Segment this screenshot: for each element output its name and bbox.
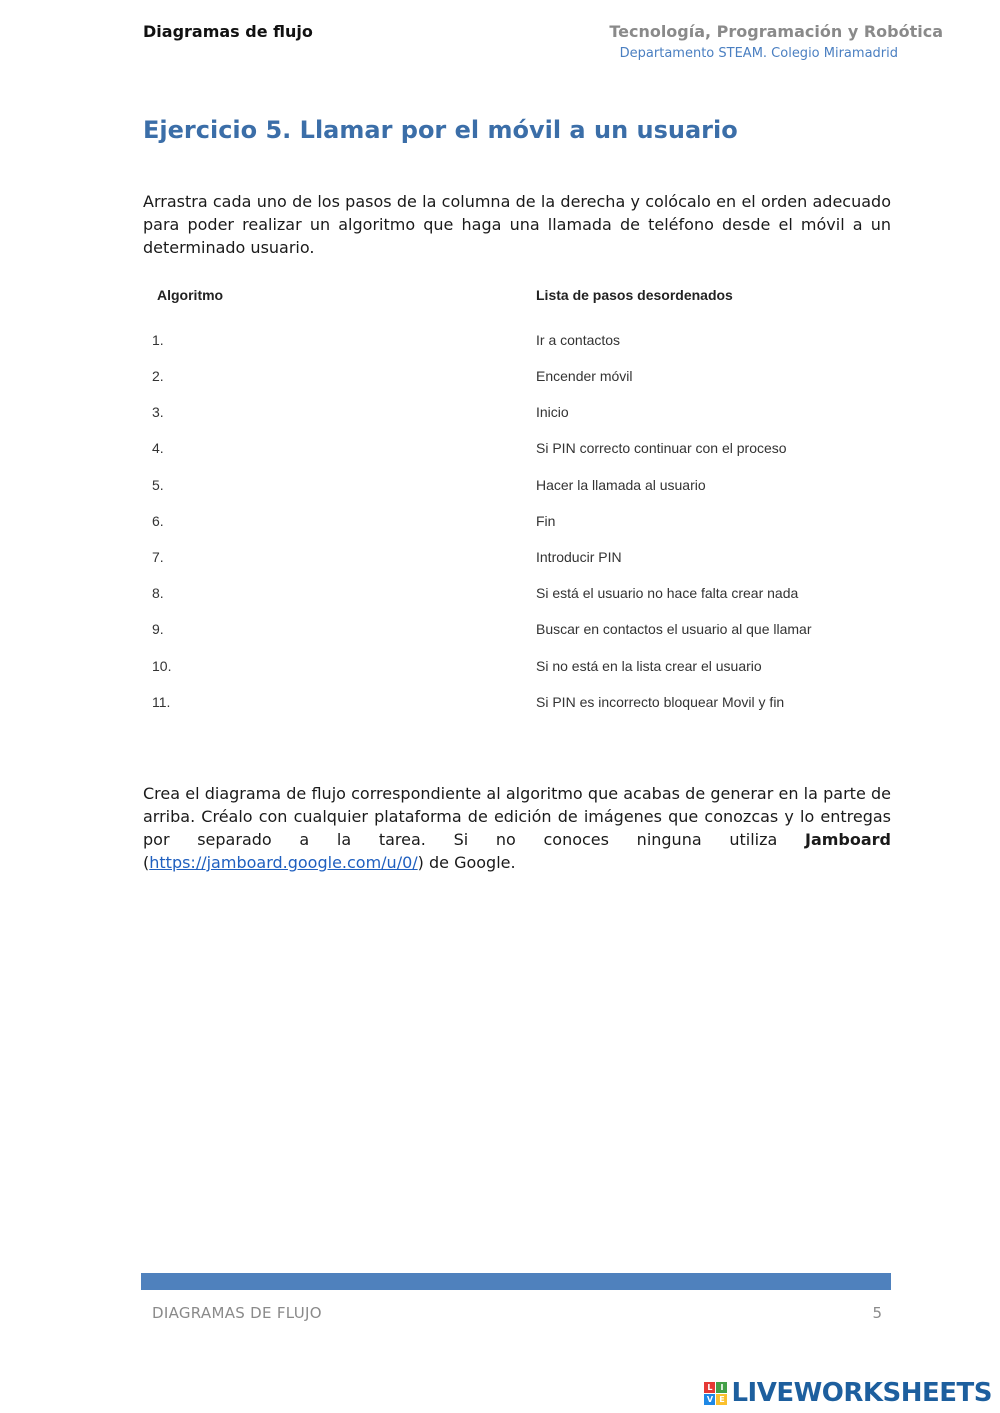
draggable-step[interactable]: Fin [536,513,556,529]
algorithm-slot-number: 8. [152,585,164,601]
jamboard-name: Jamboard [804,830,891,849]
algorithm-slot-number: 4. [152,440,164,456]
draggable-step[interactable]: Inicio [536,404,569,420]
draggable-step[interactable]: Ir a contactos [536,332,621,348]
algorithm-slot-number: 1. [152,332,164,348]
page-number: 5 [872,1304,882,1322]
liveworksheets-logo-icon [704,1382,727,1405]
algorithm-slot-number: 2. [152,368,164,384]
algorithm-slot-number: 9. [152,621,164,637]
jamboard-link[interactable]: https://jamboard.google.com/u/0/ [149,853,418,872]
task-paragraph [143,782,891,874]
task-paren-open: ( [143,853,150,872]
algorithm-slot-number: 6. [152,513,164,529]
draggable-step[interactable]: Si PIN es incorrecto bloquear Movil y fin [536,694,785,710]
algorithm-slot-number: 3. [152,404,164,420]
task-text-after: ) de Google. [417,853,516,872]
algorithm-column-header: Algoritmo [157,287,224,303]
logo-letter-i: I [716,1382,727,1393]
logo-letter-e: E [716,1394,727,1405]
draggable-step[interactable]: Si no está en la lista crear el usuario [536,658,762,674]
header-document-title: Diagramas de flujo [143,22,313,41]
algorithm-slot-number: 5. [152,477,164,493]
draggable-step[interactable]: Si está el usuario no hace falta crear nada [536,585,799,601]
algorithm-slot-number: 7. [152,549,164,565]
draggable-step[interactable]: Introducir PIN [536,549,622,565]
exercise-instructions: Arrastra cada uno de los pasos de la columna de la derecha y colócalo en el orden adecuado para poder realizar un algoritmo que haga una llamada de teléfono desde el móvil a un determinado usuario. [143,192,891,257]
task-text-before: Crea el diagrama de flujo correspondiente al algoritmo que acabas de generar en la parte de arriba. Créalo con cualquier plataforma de edición de imágenes que conozcas y lo entregas por separado a la tarea. Si no conoces ninguna utiliza [143,784,891,849]
draggable-step[interactable]: Encender móvil [536,368,633,384]
logo-letter-v: V [704,1394,715,1405]
exercise-title: Ejercicio 5. Llamar por el móvil a un usuario [143,116,738,144]
header-department: Departamento STEAM. Colegio Miramadrid [619,46,898,61]
logo-letter-l: L [704,1382,715,1393]
header-course-title: Tecnología, Programación y Robótica [609,22,943,41]
footer-bar [141,1273,891,1290]
algorithm-slot-number: 10. [152,658,172,674]
liveworksheets-wordmark: LIVEWORKSHEETS [731,1378,992,1408]
steps-column-header: Lista de pasos desordenados [536,287,733,303]
algorithm-slot-number: 11. [152,694,171,710]
draggable-step[interactable]: Si PIN correcto continuar con el proceso [536,440,787,456]
liveworksheets-brand[interactable] [704,1378,992,1408]
draggable-step[interactable]: Hacer la llamada al usuario [536,477,706,493]
footer-label: DIAGRAMAS DE FLUJO [152,1304,322,1322]
draggable-step[interactable]: Buscar en contactos el usuario al que llamar [536,621,812,637]
